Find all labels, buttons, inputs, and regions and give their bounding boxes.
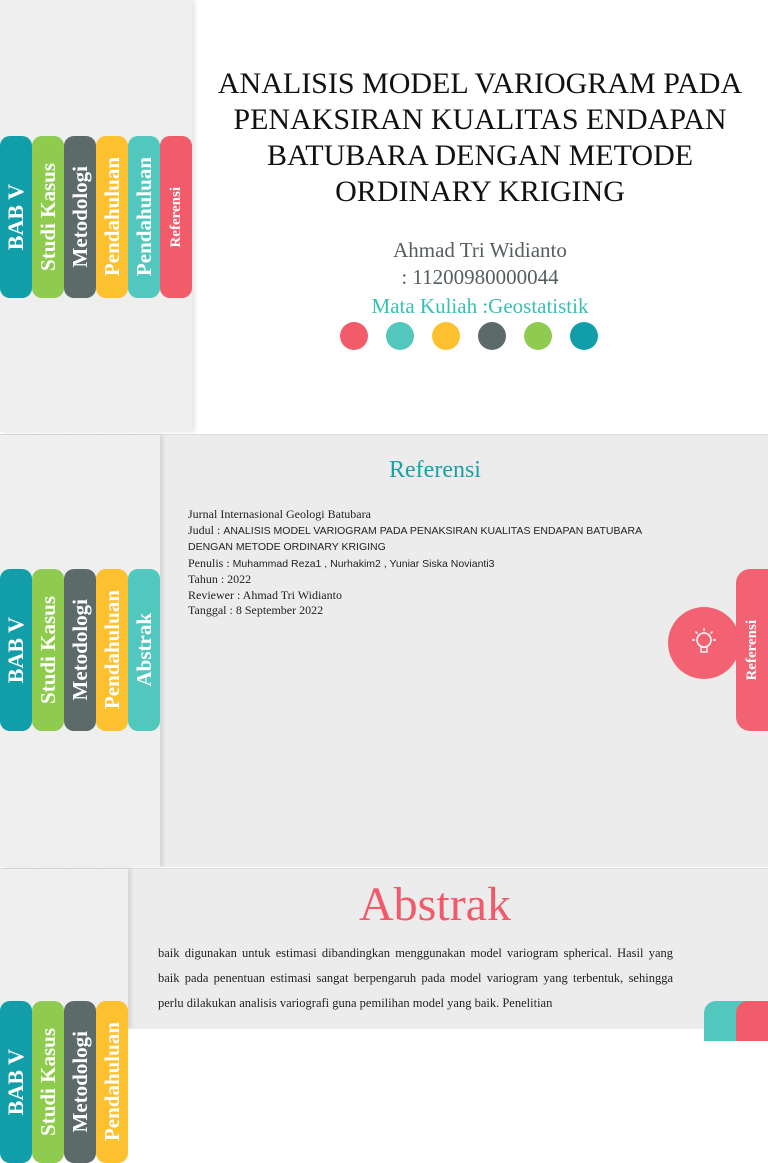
- color-dot: [478, 322, 506, 350]
- reference-details: [188, 507, 688, 619]
- tab-abstrak[interactable]: Abstrak: [128, 569, 160, 731]
- color-dot: [524, 322, 552, 350]
- title-line: Judul : ANALISIS MODEL VARIOGRAM PADA PENAKSIRAN KUALITAS ENDAPAN BATUBARA DENGAN METODE ORDINARY KRIGING: [188, 522, 642, 553]
- abstract-text: baik digunakan untuk estimasi dibandingkan menggunakan model variogram spherical. Hasil yang baik pada penentuan estimasi sangat berpengaruh pada model variogram yang terbentuk, sehingga perlu dilakukan analisis variografi guna pemilihan model yang baik. Penelitian: [158, 946, 673, 1010]
- tab-metodologi[interactable]: Metodologi: [64, 136, 96, 298]
- reference-slide: [0, 434, 768, 867]
- tab-pendahuluan[interactable]: Pendahuluan: [96, 1001, 128, 1163]
- tab-bab-v[interactable]: BAB V: [0, 569, 32, 731]
- color-dot: [570, 322, 598, 350]
- color-dots: [340, 322, 598, 350]
- color-dot: [340, 322, 368, 350]
- date-line: Tanggal : 8 September 2022: [188, 603, 324, 617]
- author-line: Penulis : Muhammad Reza1 , Nurhakim2 , Yuniar Siska Novianti3: [188, 555, 495, 570]
- color-dot: [432, 322, 460, 350]
- presentation-title: ANALISIS MODEL VARIOGRAM PADA PENAKSIRAN KUALITAS ENDAPAN BATUBARA DENGAN METODE ORDINARY KRIGING: [217, 67, 743, 208]
- tab-metodologi[interactable]: Metodologi: [64, 1001, 96, 1163]
- right-tab-peek: [736, 1001, 768, 1041]
- tab-studi-kasus[interactable]: Studi Kasus: [32, 136, 64, 298]
- author-name: Ahmad Tri Widianto: [393, 238, 567, 262]
- abstract-slide: [0, 868, 768, 1142]
- tab-referensi-active[interactable]: Referensi: [736, 569, 768, 731]
- title-slide: [0, 0, 768, 432]
- tab-pendahuluan-2[interactable]: Pendahuluan: [128, 136, 160, 298]
- tab-studi-kasus[interactable]: Studi Kasus: [32, 1001, 64, 1163]
- year-line: Tahun : 2022: [188, 572, 252, 586]
- tab-metodologi[interactable]: Metodologi: [64, 569, 96, 731]
- color-dot: [386, 322, 414, 350]
- tab-bab-v[interactable]: BAB V: [0, 136, 32, 298]
- tab-pendahuluan[interactable]: Pendahuluan: [96, 136, 128, 298]
- tab-studi-kasus[interactable]: Studi Kasus: [32, 569, 64, 731]
- slide-title: Abstrak: [359, 878, 511, 931]
- student-id: : 11200980000044: [401, 265, 559, 289]
- tab-bab-v[interactable]: BAB V: [0, 1001, 32, 1163]
- lightbulb-icon: [668, 607, 740, 679]
- tab-pendahuluan[interactable]: Pendahuluan: [96, 569, 128, 731]
- journal-line: Jurnal Internasional Geologi Batubara: [188, 507, 371, 521]
- course-name: Mata Kuliah :Geostatistik: [371, 294, 589, 318]
- tab-referensi[interactable]: Referensi: [160, 136, 192, 298]
- reviewer-line: Reviewer : Ahmad Tri Widianto: [188, 587, 342, 602]
- slide-title: Referensi: [389, 457, 481, 483]
